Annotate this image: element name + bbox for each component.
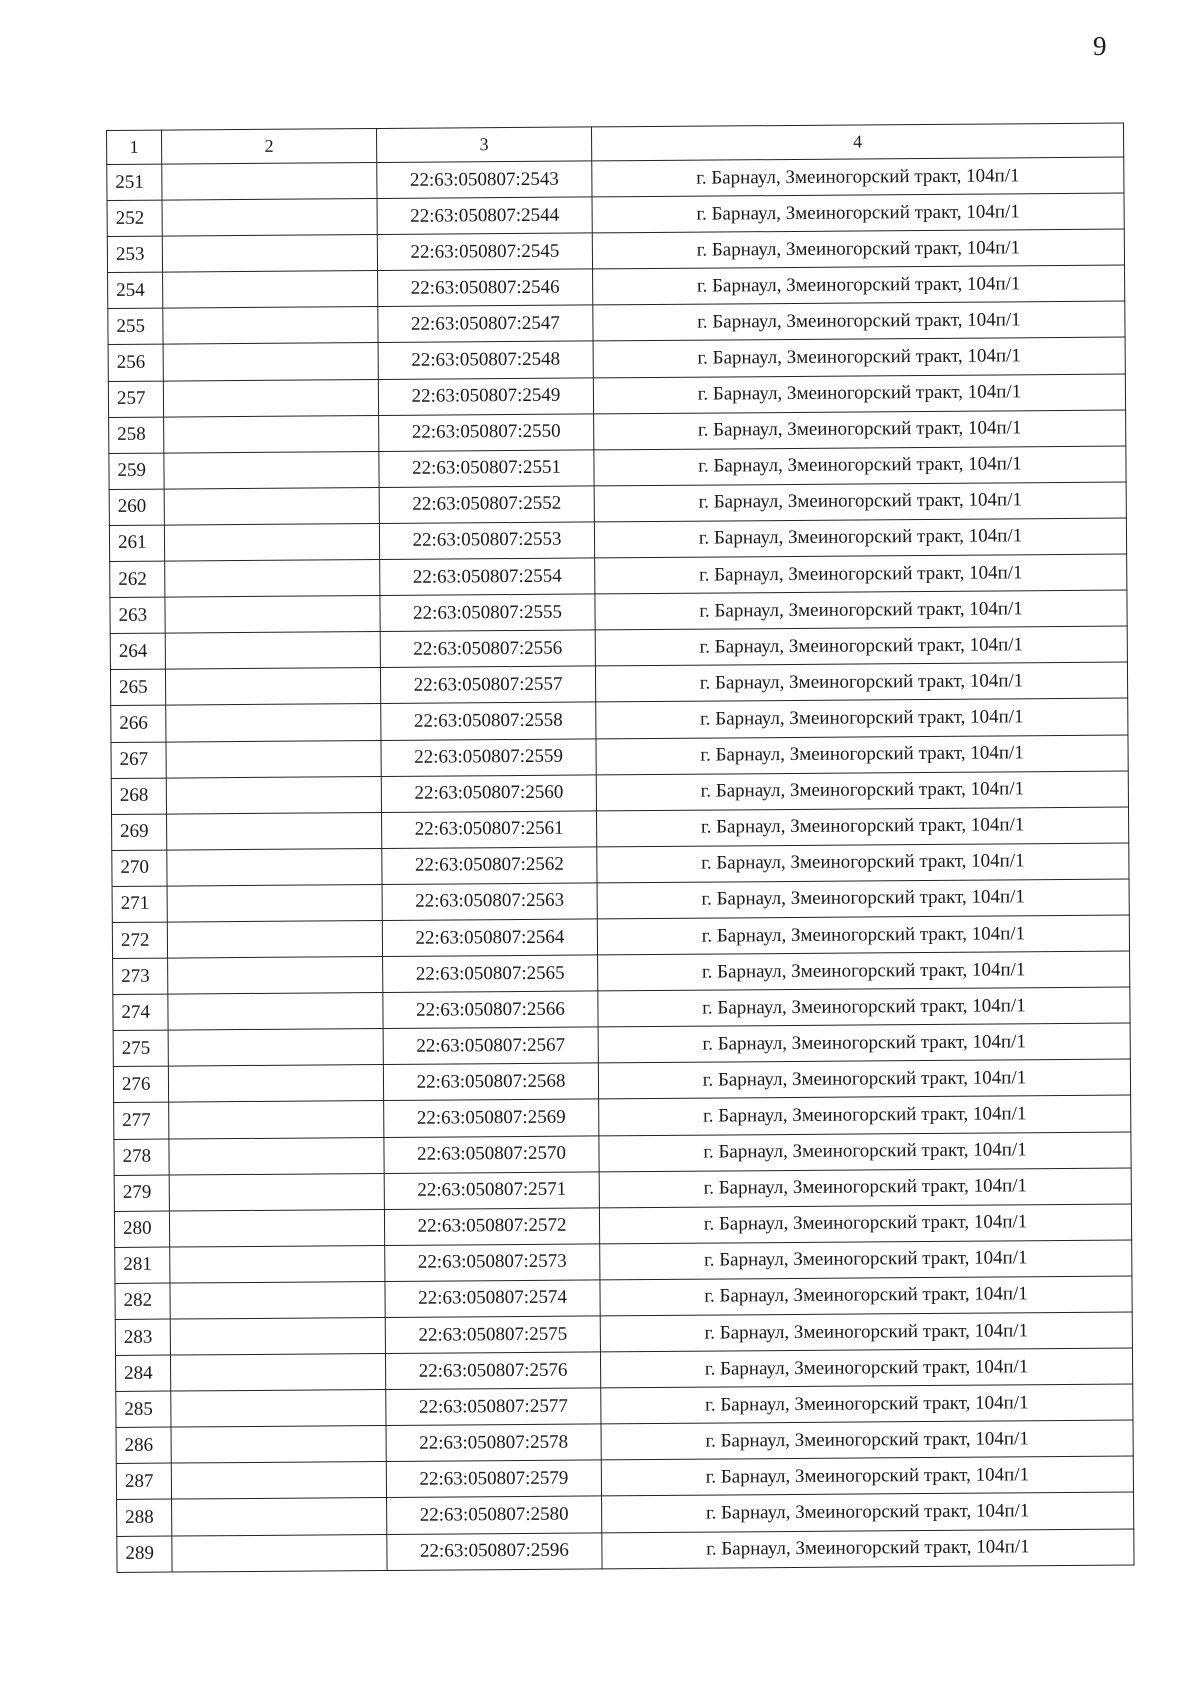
row-number-cell: 259 — [109, 453, 164, 489]
row-number-cell: 281 — [115, 1247, 170, 1283]
cadastral-number-cell: 22:63:050807:2575 — [385, 1316, 600, 1354]
col2-cell — [170, 1281, 385, 1319]
cadastral-number-cell: 22:63:050807:2577 — [386, 1388, 601, 1426]
col2-cell — [171, 1390, 386, 1428]
col2-cell — [172, 1534, 387, 1572]
cadastral-number-cell: 22:63:050807:2561 — [382, 811, 597, 849]
cadastral-number-cell: 22:63:050807:2558 — [381, 702, 596, 740]
cadastral-number-cell: 22:63:050807:2567 — [383, 1027, 598, 1065]
col2-cell — [165, 560, 380, 598]
row-number-cell: 273 — [113, 958, 168, 994]
col2-cell — [167, 920, 382, 958]
col2-cell — [166, 740, 381, 778]
row-number-cell: 266 — [111, 705, 166, 741]
address-cell: г. Барнаул, Змеиногорский тракт, 104п/1 — [599, 1168, 1131, 1208]
address-cell: г. Барнаул, Змеиногорский тракт, 104п/1 — [594, 482, 1126, 522]
col2-cell — [170, 1317, 385, 1355]
address-cell: г. Барнаул, Змеиногорский тракт, 104п/1 — [600, 1348, 1132, 1388]
address-cell: г. Барнаул, Змеиногорский тракт, 104п/1 — [593, 301, 1125, 341]
col2-cell — [162, 235, 377, 273]
row-number-cell: 261 — [109, 525, 164, 561]
address-cell: г. Барнаул, Змеиногорский тракт, 104п/1 — [600, 1312, 1132, 1352]
row-number-cell: 262 — [110, 561, 165, 597]
cadastral-number-cell: 22:63:050807:2543 — [377, 161, 592, 199]
address-cell: г. Барнаул, Змеиногорский тракт, 104п/1 — [592, 157, 1124, 197]
col2-cell — [166, 776, 381, 814]
address-cell: г. Барнаул, Змеиногорский тракт, 104п/1 — [594, 446, 1126, 486]
address-cell: г. Барнаул, Змеиногорский тракт, 104п/1 — [598, 987, 1130, 1027]
row-number-cell: 272 — [112, 922, 167, 958]
address-cell: г. Барнаул, Змеиногорский тракт, 104п/1 — [595, 626, 1127, 666]
address-cell: г. Барнаул, Змеиногорский тракт, 104п/1 — [598, 951, 1130, 991]
col2-cell — [165, 632, 380, 670]
cadastral-number-cell: 22:63:050807:2548 — [378, 341, 593, 379]
row-number-cell: 280 — [114, 1211, 169, 1247]
cadastral-number-cell: 22:63:050807:2578 — [386, 1424, 601, 1462]
cadastral-number-cell: 22:63:050807:2549 — [378, 377, 593, 415]
address-cell: г. Барнаул, Змеиногорский тракт, 104п/1 — [599, 1204, 1131, 1244]
row-number-cell: 283 — [115, 1319, 170, 1355]
row-number-cell: 279 — [114, 1175, 169, 1211]
address-cell: г. Барнаул, Змеиногорский тракт, 104п/1 — [592, 193, 1124, 233]
header-col-3: 3 — [376, 127, 591, 163]
row-number-cell: 257 — [108, 381, 163, 417]
row-number-cell: 269 — [112, 814, 167, 850]
col2-cell — [163, 343, 378, 381]
row-number-cell: 264 — [110, 633, 165, 669]
page-number: 9 — [1093, 31, 1107, 61]
header-col-1: 1 — [107, 130, 162, 164]
address-cell: г. Барнаул, Змеиногорский тракт, 104п/1 — [600, 1240, 1132, 1280]
address-cell: г. Барнаул, Змеиногорский тракт, 104п/1 — [602, 1529, 1134, 1569]
address-cell: г. Барнаул, Змеиногорский тракт, 104п/1 — [601, 1420, 1133, 1460]
cadastral-number-cell: 22:63:050807:2580 — [387, 1496, 602, 1534]
col2-cell — [167, 812, 382, 850]
row-number-cell: 255 — [108, 308, 163, 344]
col2-cell — [169, 1101, 384, 1139]
cadastral-number-cell: 22:63:050807:2574 — [385, 1280, 600, 1318]
cadastral-number-cell: 22:63:050807:2576 — [385, 1352, 600, 1390]
col2-cell — [165, 668, 380, 706]
col2-cell — [165, 596, 380, 634]
col2-cell — [162, 199, 377, 237]
cadastral-number-cell: 22:63:050807:2555 — [380, 594, 595, 632]
cadastral-number-cell: 22:63:050807:2563 — [382, 883, 597, 921]
row-number-cell: 282 — [115, 1283, 170, 1319]
row-number-cell: 274 — [113, 994, 168, 1030]
cadastral-number-cell: 22:63:050807:2559 — [381, 738, 596, 776]
col2-cell — [170, 1354, 385, 1392]
col2-cell — [164, 523, 379, 561]
row-number-cell: 285 — [116, 1391, 171, 1427]
address-cell: г. Барнаул, Змеиногорский тракт, 104п/1 — [593, 374, 1125, 414]
row-number-cell: 252 — [107, 200, 162, 236]
row-number-cell: 277 — [114, 1103, 169, 1139]
cadastral-number-cell: 22:63:050807:2553 — [379, 522, 594, 560]
address-cell: г. Барнаул, Змеиногорский тракт, 104п/1 — [602, 1492, 1134, 1532]
col2-cell — [163, 271, 378, 309]
row-number-cell: 254 — [108, 272, 163, 308]
col2-cell — [169, 1173, 384, 1211]
address-cell: г. Барнаул, Змеиногорский тракт, 104п/1 — [595, 662, 1127, 702]
col2-cell — [164, 451, 379, 489]
address-cell: г. Барнаул, Змеиногорский тракт, 104п/1 — [596, 771, 1128, 811]
address-cell: г. Барнаул, Змеиногорский тракт, 104п/1 — [599, 1095, 1131, 1135]
col2-cell — [170, 1245, 385, 1283]
cadastral-number-cell: 22:63:050807:2545 — [377, 233, 592, 271]
cadastral-number-cell: 22:63:050807:2573 — [385, 1244, 600, 1282]
row-number-cell: 268 — [111, 778, 166, 814]
cadastral-number-cell: 22:63:050807:2596 — [387, 1532, 602, 1570]
address-cell: г. Барнаул, Змеиногорский тракт, 104п/1 — [596, 698, 1128, 738]
col2-cell — [169, 1209, 384, 1247]
cadastral-number-cell: 22:63:050807:2571 — [384, 1172, 599, 1210]
address-cell: г. Барнаул, Змеиногорский тракт, 104п/1 — [600, 1276, 1132, 1316]
col2-cell — [168, 957, 383, 995]
cadastral-number-cell: 22:63:050807:2551 — [379, 450, 594, 488]
address-cell: г. Барнаул, Змеиногорский тракт, 104п/1 — [595, 590, 1127, 630]
row-number-cell: 270 — [112, 850, 167, 886]
address-cell: г. Барнаул, Змеиногорский тракт, 104п/1 — [598, 1059, 1130, 1099]
cadastral-number-cell: 22:63:050807:2544 — [377, 197, 592, 235]
row-number-cell: 275 — [113, 1030, 168, 1066]
table-container — [106, 123, 1134, 1573]
cadastral-number-cell: 22:63:050807:2565 — [383, 955, 598, 993]
col2-cell — [164, 487, 379, 525]
address-cell: г. Барнаул, Змеиногорский тракт, 104п/1 — [599, 1132, 1131, 1172]
cadastral-number-cell: 22:63:050807:2564 — [382, 919, 597, 957]
cadastral-number-cell: 22:63:050807:2569 — [384, 1099, 599, 1137]
address-cell: г. Барнаул, Змеиногорский тракт, 104п/1 — [597, 915, 1129, 955]
address-cell: г. Барнаул, Змеиногорский тракт, 104п/1 — [594, 410, 1126, 450]
address-cell: г. Барнаул, Змеиногорский тракт, 104п/1 — [593, 338, 1125, 378]
col2-cell — [168, 993, 383, 1031]
header-col-2: 2 — [162, 129, 377, 165]
address-cell: г. Барнаул, Змеиногорский тракт, 104п/1 — [601, 1456, 1133, 1496]
col2-cell — [166, 704, 381, 742]
row-number-cell: 263 — [110, 597, 165, 633]
col2-cell — [171, 1462, 386, 1500]
col2-cell — [169, 1137, 384, 1175]
row-number-cell: 287 — [116, 1463, 171, 1499]
row-number-cell: 288 — [117, 1500, 172, 1536]
col2-cell — [167, 848, 382, 886]
cadastral-number-cell: 22:63:050807:2547 — [378, 305, 593, 343]
address-cell: г. Барнаул, Змеиногорский тракт, 104п/1 — [597, 879, 1129, 919]
row-number-cell: 267 — [111, 742, 166, 778]
col2-cell — [172, 1498, 387, 1536]
cadastral-number-cell: 22:63:050807:2552 — [379, 486, 594, 524]
row-number-cell: 256 — [108, 345, 163, 381]
row-number-cell: 265 — [110, 669, 165, 705]
row-number-cell: 286 — [116, 1427, 171, 1463]
address-cell: г. Барнаул, Змеиногорский тракт, 104п/1 — [594, 518, 1126, 558]
cadastral-number-cell: 22:63:050807:2550 — [379, 414, 594, 452]
row-number-cell: 278 — [114, 1139, 169, 1175]
address-cell: г. Барнаул, Змеиногорский тракт, 104п/1 — [601, 1384, 1133, 1424]
row-number-cell: 253 — [107, 236, 162, 272]
row-number-cell: 271 — [112, 886, 167, 922]
col2-cell — [171, 1426, 386, 1464]
address-cell: г. Барнаул, Змеиногорский тракт, 104п/1 — [597, 843, 1129, 883]
cadastral-number-cell: 22:63:050807:2572 — [384, 1208, 599, 1246]
cadastral-table — [106, 123, 1135, 1573]
cadastral-number-cell: 22:63:050807:2560 — [381, 775, 596, 813]
col2-cell — [163, 379, 378, 417]
table-body — [107, 157, 1134, 1572]
address-cell: г. Барнаул, Змеиногорский тракт, 104п/1 — [592, 229, 1124, 269]
cadastral-number-cell: 22:63:050807:2556 — [380, 630, 595, 668]
cadastral-number-cell: 22:63:050807:2579 — [386, 1460, 601, 1498]
col2-cell — [163, 307, 378, 345]
cadastral-number-cell: 22:63:050807:2554 — [380, 558, 595, 596]
col2-cell — [168, 1065, 383, 1103]
row-number-cell: 251 — [107, 164, 162, 200]
address-cell: г. Барнаул, Змеиногорский тракт, 104п/1 — [595, 554, 1127, 594]
row-number-cell: 276 — [113, 1066, 168, 1102]
col2-cell — [164, 415, 379, 453]
cadastral-number-cell: 22:63:050807:2562 — [382, 847, 597, 885]
cadastral-number-cell: 22:63:050807:2557 — [380, 666, 595, 704]
cadastral-number-cell: 22:63:050807:2568 — [383, 1063, 598, 1101]
address-cell: г. Барнаул, Змеиногорский тракт, 104п/1 — [597, 807, 1129, 847]
col2-cell — [168, 1029, 383, 1067]
row-number-cell: 284 — [115, 1355, 170, 1391]
row-number-cell: 258 — [109, 417, 164, 453]
header-col-4: 4 — [591, 123, 1123, 161]
table-row — [117, 1529, 1134, 1573]
address-cell: г. Барнаул, Змеиногорский тракт, 104п/1 — [593, 265, 1125, 305]
row-number-cell: 289 — [117, 1536, 172, 1572]
col2-cell — [167, 884, 382, 922]
col2-cell — [162, 163, 377, 201]
row-number-cell: 260 — [109, 489, 164, 525]
cadastral-number-cell: 22:63:050807:2570 — [384, 1135, 599, 1173]
address-cell: г. Барнаул, Змеиногорский тракт, 104п/1 — [598, 1023, 1130, 1063]
cadastral-number-cell: 22:63:050807:2566 — [383, 991, 598, 1029]
address-cell: г. Барнаул, Змеиногорский тракт, 104п/1 — [596, 735, 1128, 775]
cadastral-number-cell: 22:63:050807:2546 — [378, 269, 593, 307]
